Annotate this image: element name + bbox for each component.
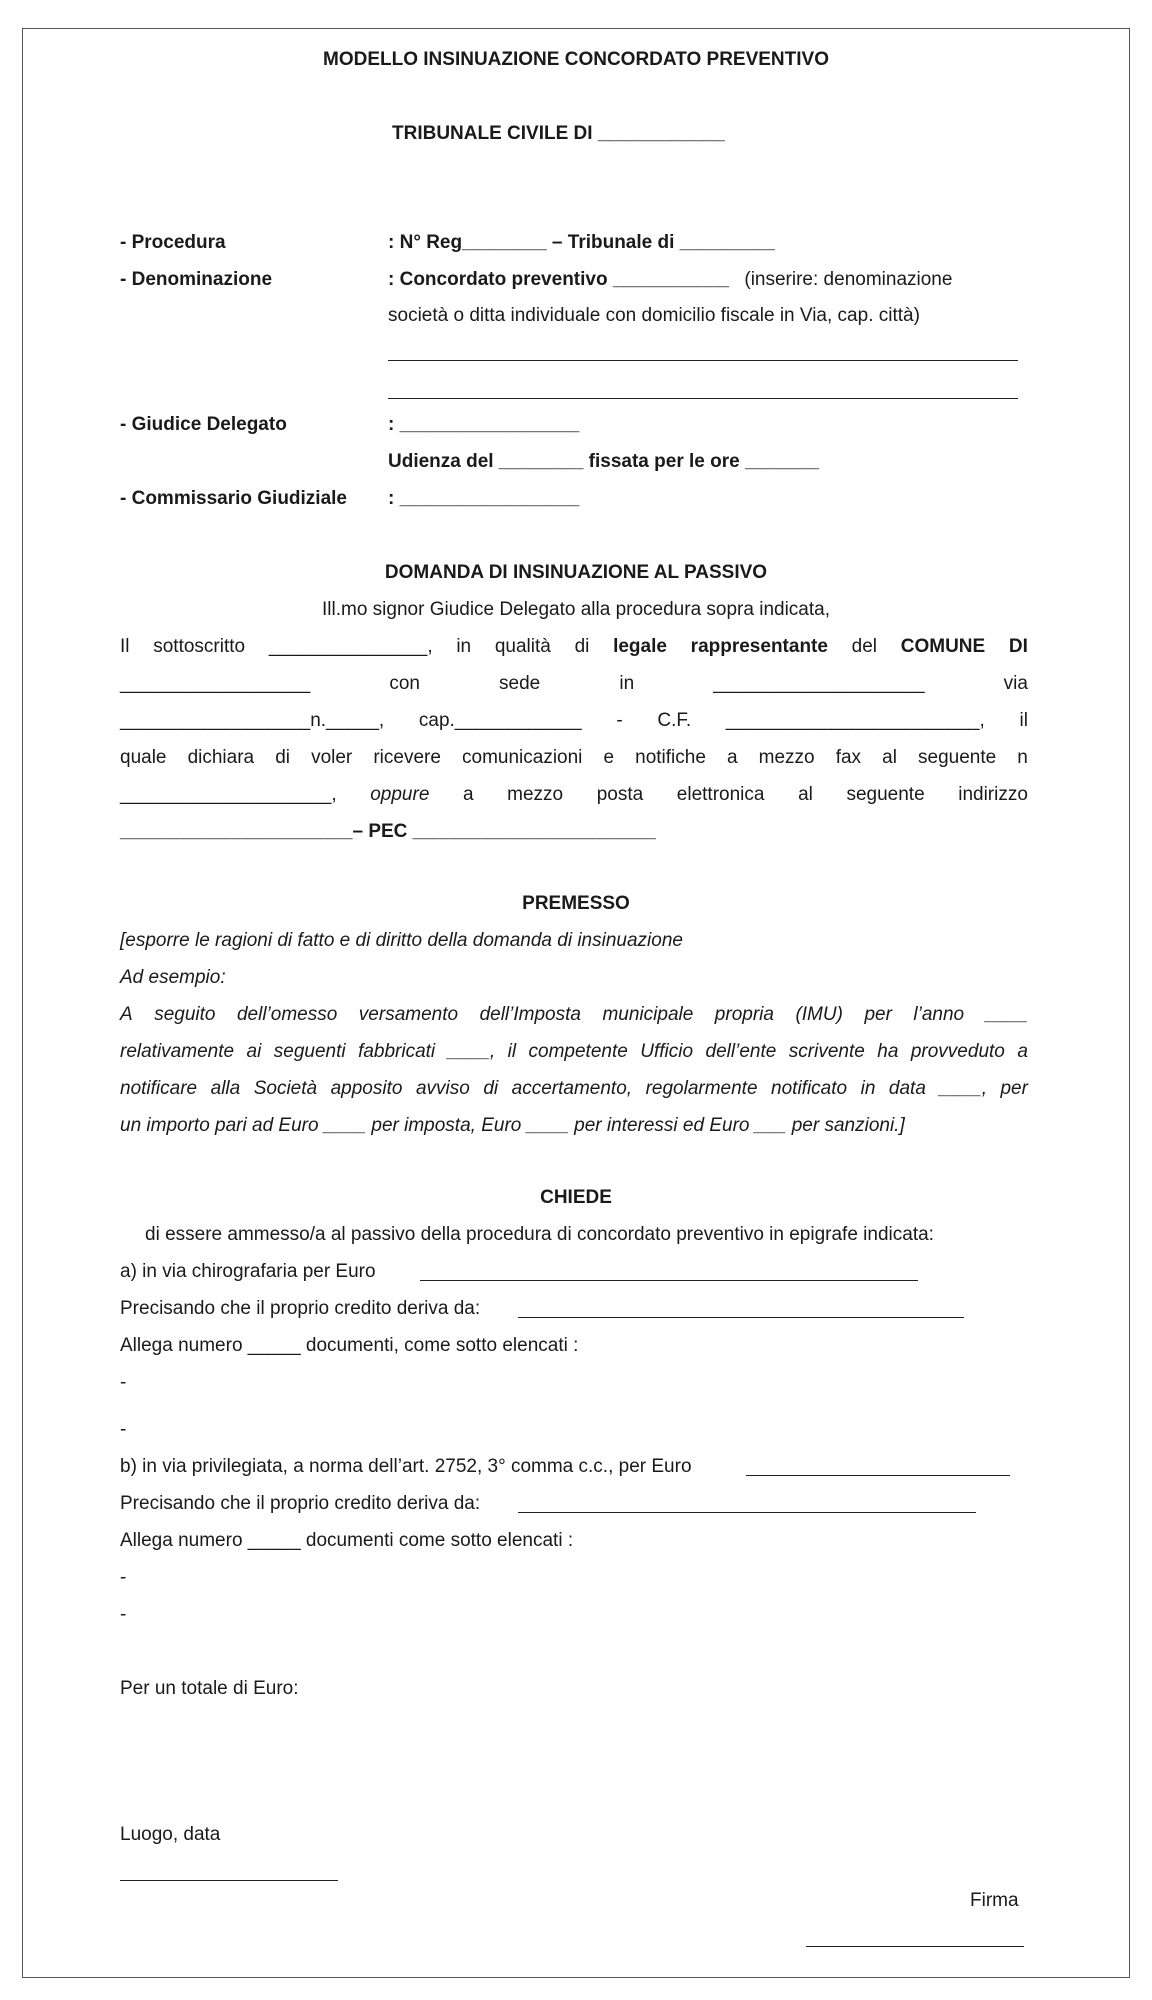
domanda-line-2 (120, 672, 1028, 696)
word: sottoscritto (153, 636, 246, 657)
chirografaria-doc-1: - (120, 1372, 127, 1393)
word: regolarmente (645, 1078, 758, 1099)
word: Il (120, 636, 130, 657)
word: in (619, 673, 635, 694)
chirografaria-label: a) in via chirografaria per Euro (120, 1261, 376, 1282)
giudice-label: - Giudice Delegato (120, 414, 287, 435)
word: COMUNE (900, 636, 986, 657)
commissario-value: : _________________ (388, 488, 580, 509)
word: sede (499, 673, 541, 694)
denominazione-note-2: società o ditta individuale con domicilio fiscale in Via, cap. città) (388, 305, 920, 326)
word: per (864, 1004, 892, 1025)
domanda-line-1 (120, 635, 1028, 659)
premesso-heading: PREMESSO (522, 893, 630, 914)
privilegiata-allega: Allega numero _____ documenti come sotto elencati : (120, 1530, 574, 1551)
commissario-label: - Commissario Giudiziale (120, 488, 347, 509)
word: di (275, 747, 290, 768)
word: ai (246, 1041, 262, 1062)
word: __________________ (120, 673, 311, 694)
word: Società (253, 1078, 318, 1099)
domanda-pec-line: ______________________– PEC _______________________ (120, 821, 656, 842)
premesso-line-6: un importo pari ad Euro ____ per imposta, Euro ____ per interessi ed Euro ___ per sanzioni.] (120, 1115, 905, 1136)
word: __________________n._____, (120, 710, 385, 731)
word: comunicazioni (462, 747, 583, 768)
premesso-line-1: [esporre le ragioni di fatto e di diritto della domanda di insinuazione (120, 930, 683, 951)
word: ____________________ (713, 673, 925, 694)
premesso-line-2: Ad esempio: (120, 967, 226, 988)
totale-label: Per un totale di Euro: (120, 1678, 299, 1699)
word: n (1017, 747, 1028, 768)
word: indirizzo (958, 784, 1028, 805)
word: quale (120, 747, 167, 768)
premesso-line-5 (120, 1077, 1028, 1101)
luogo-data-line (120, 1880, 338, 1881)
privilegiata-amount-line (746, 1475, 1010, 1476)
word: _______________, (268, 636, 433, 657)
domanda-line-3 (120, 709, 1028, 733)
word: municipale (602, 1004, 694, 1025)
word: scrivente (788, 1041, 865, 1062)
premesso-line-3 (120, 1003, 1028, 1027)
denominazione-value-line (388, 268, 952, 292)
word: del (851, 636, 878, 657)
word: qualità (494, 636, 551, 657)
word: a (1017, 1041, 1028, 1062)
word: seguenti (273, 1041, 346, 1062)
word: seguente (918, 747, 997, 768)
word: cap.____________ (418, 710, 582, 731)
word: a (462, 784, 474, 805)
word: relativamente (120, 1041, 235, 1062)
chirografaria-doc-2: - (120, 1419, 127, 1440)
word: e (603, 747, 615, 768)
udienza-line: Udienza del ________ fissata per le ore _______ (388, 451, 819, 472)
word: di (483, 1078, 499, 1099)
word: notificato (771, 1078, 848, 1099)
word: dell’ente (705, 1041, 777, 1062)
word: accertamento, (511, 1078, 633, 1099)
domanda-greeting: Ill.mo signor Giudice Delegato alla procedura sopra indicata, (322, 599, 830, 620)
luogo-data-label: Luogo, data (120, 1824, 221, 1845)
word: C.F. (657, 710, 692, 731)
word: Ufficio (640, 1041, 694, 1062)
word: - (616, 710, 623, 731)
word: al (882, 747, 897, 768)
word: in (456, 636, 472, 657)
word: al (798, 784, 813, 805)
word: in (860, 1078, 876, 1099)
procedura-label: - Procedura (120, 232, 226, 253)
chiede-intro: di essere ammesso/a al passivo della procedura di concordato preventivo in epigrafe indicata: (145, 1224, 934, 1245)
word: a (727, 747, 738, 768)
chiede-heading: CHIEDE (540, 1187, 612, 1208)
privilegiata-label: b) in via privilegiata, a norma dell’art. 2752, 3° comma c.c., per Euro (120, 1456, 692, 1477)
word: dell’Imposta (479, 1004, 581, 1025)
denominazione-note: (inserire: denominazione (744, 269, 953, 290)
word: mezzo (758, 747, 815, 768)
word: propria (714, 1004, 774, 1025)
word: notifiche (635, 747, 706, 768)
word: fax (835, 747, 862, 768)
denominazione-label: - Denominazione (120, 269, 273, 290)
word: con (389, 673, 420, 694)
denominazione-value: : Concordato preventivo ___________ (388, 269, 730, 290)
procedura-value: : N° Reg________ – Tribunale di _________ (388, 232, 775, 253)
word: posta (596, 784, 644, 805)
word: l’anno (913, 1004, 965, 1025)
word: dichiara (187, 747, 255, 768)
word: A (120, 1004, 133, 1025)
word: legale (613, 636, 667, 657)
word: ________________________, (725, 710, 985, 731)
word: avviso (415, 1078, 470, 1099)
word: ha (877, 1041, 899, 1062)
word: ricevere (373, 747, 441, 768)
chirografaria-precisando: Precisando che il proprio credito deriva da: (120, 1298, 481, 1319)
tribunale-heading: TRIBUNALE CIVILE DI ____________ (392, 123, 725, 144)
privilegiata-doc-2: - (120, 1604, 127, 1625)
word: seguente (846, 784, 925, 805)
word: seguito (154, 1004, 216, 1025)
privilegiata-precisando: Precisando che il proprio credito deriva da: (120, 1493, 481, 1514)
firma-label: Firma (970, 1890, 1019, 1911)
word: competente (528, 1041, 628, 1062)
word: alla (210, 1078, 241, 1099)
chirografaria-amount-line (420, 1280, 918, 1281)
word: notificare (120, 1078, 198, 1099)
giudice-value: : _________________ (388, 414, 580, 435)
privilegiata-doc-1: - (120, 1567, 127, 1588)
word: il (1019, 710, 1028, 731)
word: data (888, 1078, 926, 1099)
word: di (574, 636, 590, 657)
premesso-line-4 (120, 1040, 1028, 1064)
word: provveduto (910, 1041, 1005, 1062)
word: ____ (985, 1004, 1028, 1025)
domanda-line-4 (120, 746, 1028, 770)
domanda-heading: DOMANDA DI INSINUAZIONE AL PASSIVO (384, 562, 768, 583)
word: fabbricati (358, 1041, 436, 1062)
word: versamento (358, 1004, 459, 1025)
privilegiata-credito-line (518, 1512, 976, 1513)
word: ____________________, (120, 784, 337, 805)
word: (IMU) (795, 1004, 843, 1025)
chirografaria-credito-line (518, 1317, 964, 1318)
word: mezzo (507, 784, 564, 805)
word: ____, (447, 1041, 496, 1062)
word: rappresentante (690, 636, 828, 657)
word: voler (311, 747, 353, 768)
firma-line (806, 1946, 1024, 1947)
document-title: MODELLO INSINUAZIONE CONCORDATO PREVENTIVO (323, 49, 829, 70)
word: elettronica (676, 784, 765, 805)
word: DI (1008, 636, 1028, 657)
word: via (1003, 673, 1028, 694)
chirografaria-allega: Allega numero _____ documenti, come sotto elencati : (120, 1335, 579, 1356)
word: apposito (330, 1078, 403, 1099)
word: il (507, 1041, 517, 1062)
word: per (1000, 1078, 1028, 1099)
word: oppure (370, 784, 430, 805)
domanda-line-5 (120, 783, 1028, 807)
denominazione-blank-line-1 (388, 360, 1018, 361)
word: dell’omesso (236, 1004, 338, 1025)
word: ____, (939, 1078, 987, 1099)
denominazione-blank-line-2 (388, 398, 1018, 399)
